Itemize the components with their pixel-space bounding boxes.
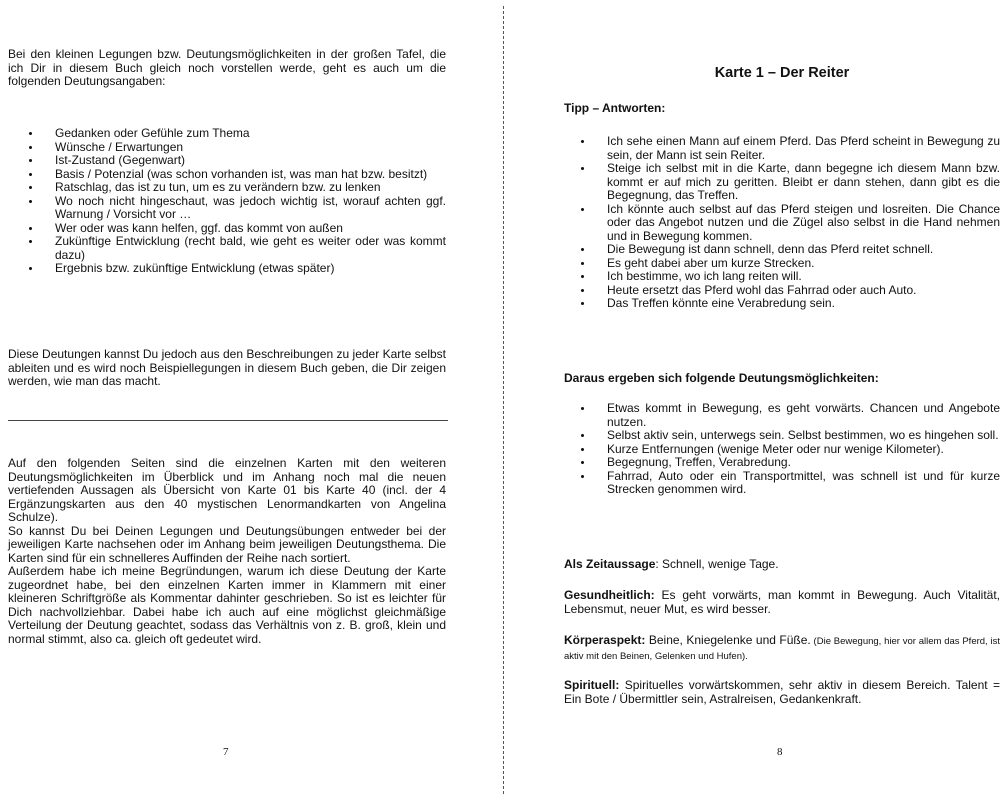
deutung-list: [564, 402, 1000, 497]
spirituell-label: Spirituell:: [564, 678, 620, 692]
list-item: • Ich könnte auch selbst auf das Pferd steigen und losreiten. Die Chance oder das Angebot nutzen und die Zügel also selbst in die Hand nehmen und in Bewegung kommen.: [594, 203, 1000, 244]
list-item: • Ich sehe einen Mann auf einem Pferd. Das Pferd scheint in Bewegung zu sein, der Mann ist sein Reiter.: [594, 135, 1000, 162]
list-item: • Ergebnis bzw. zukünftige Entwicklung (etwas später): [42, 262, 446, 276]
page-number-right: 8: [777, 746, 783, 758]
right-page: [564, 0, 1000, 800]
gesundheit-label: Gesundheitlich:: [564, 588, 655, 602]
zeitaussage-paragraph: [564, 558, 1000, 572]
deutung-heading: Daraus ergeben sich folgende Deutungsmöglichkeiten:: [564, 371, 879, 385]
card-title: Karte 1 – Der Reiter: [714, 65, 850, 81]
tipp-list: [564, 135, 1000, 311]
page-number-left: 7: [223, 746, 229, 758]
list-item: • Zukünftige Entwicklung (recht bald, wie geht es weiter oder was kommt dazu): [42, 235, 446, 262]
list-item: • Ich bestimme, wo ich lang reiten will.: [594, 270, 1000, 284]
list-item: • Kurze Entfernungen (wenige Meter oder nur wenige Kilometer).: [594, 443, 1000, 457]
list-item: • Basis / Potenzial (was schon vorhanden ist, was man hat bzw. besitzt): [42, 168, 446, 182]
list-item: • Begegnung, Treffen, Verabredung.: [594, 456, 1000, 470]
list-item: • Wer oder was kann helfen, ggf. das kommt von außen: [42, 222, 446, 236]
spirituell-paragraph: [564, 679, 1000, 706]
zeitaussage-text: : Schnell, wenige Tage.: [655, 557, 779, 571]
list-item: • Wo noch nicht hingeschaut, was jedoch wichtig ist, worauf achten ggf. Warnung / Vorsicht vor …: [42, 195, 446, 222]
list-item: • Ratschlag, das ist zu tun, um es zu verändern bzw. zu lenken: [42, 181, 446, 195]
koerperaspekt-paragraph: [564, 634, 1000, 663]
usage-paragraph: So kannst Du bei Deinen Legungen und Deutungsübungen entweder bei der jeweiligen Karte nachsehen oder im Anhang beim jeweiligen Deutungsthema. Die Karten sind für ein schnelleres Auffinden der Reihe nach sortiert.: [8, 523, 446, 565]
list-item: • Heute ersetzt das Pferd wohl das Fahrrad oder auch Auto.: [594, 284, 1000, 298]
list-item: • Wünsche / Erwartungen: [42, 141, 446, 155]
reasoning-paragraph: Außerdem habe ich meine Begründungen, warum ich diese Deutung der Karte zugeordnet habe, bei den einzelnen Karten immer in Klammern mit einer kleineren Schriftgröße als Kommentar dahinter geschrieben. So ist es leichter für Dich nachvollziehbar. Dabei habe ich auch auf eine möglichst gleichmäßige Verteilung der Deutung geachtet, sodass das Verhältnis von z. B. groß, klein und normal stimmt, also ca. gleich oft gedeutet wird.: [8, 564, 446, 646]
list-item: • Etwas kommt in Bewegung, es geht vorwärts. Chancen und Angebote nutzen.: [594, 402, 1000, 429]
list-item: • Gedanken oder Gefühle zum Thema: [42, 127, 446, 141]
deutungsangaben-list: [8, 127, 446, 276]
spirituell-text: Spirituelles vorwärtskommen, sehr aktiv in diesem Bereich. Talent = Ein Bote / Übermittler sein, Astralreisen, Gedankenkraft.: [564, 678, 1000, 706]
tipp-heading: Tipp – Antworten:: [564, 101, 666, 115]
koerperaspekt-text: Beine, Kniegelenke und Füße.: [645, 633, 811, 647]
list-item: • Selbst aktiv sein, unterwegs sein. Selbst bestimmen, wo es hingehen soll.: [594, 429, 1000, 443]
left-page: [8, 0, 446, 800]
intro-paragraph: Bei den kleinen Legungen bzw. Deutungsmöglichkeiten in der großen Tafel, die ich Dir in diesem Buch gleich noch vorstellen werde, geht es auch um die folgenden Deutungsangaben:: [8, 47, 446, 88]
gesundheit-paragraph: [564, 589, 1000, 616]
list-item: • Fahrrad, Auto oder ein Transportmittel, was schnell ist und für kurze Strecken genommen wird.: [594, 470, 1000, 497]
overview-paragraph: Auf den folgenden Seiten sind die einzelnen Karten mit den weiteren Deutungsmöglichkeiten im Überblick und im Anhang noch mal die neuen vertiefenden Aussagen als Übersicht von Karte 01 bis Karte 40 (incl. der 4 Ergänzungskarten aus den 40 mystischen Lenormandkarten von Angelina Schulze).: [8, 456, 446, 524]
list-item: • Es geht dabei aber um kurze Strecken.: [594, 257, 1000, 271]
koerperaspekt-label: Körperaspekt:: [564, 633, 646, 647]
gesundheit-text: Es geht vorwärts, man kommt in Bewegung. Auch Vitalität, Lebensmut, neuer Mut, es wird besser.: [564, 588, 1000, 616]
overview-text-block: [8, 457, 446, 646]
zeitaussage-label: Als Zeitaussage: [564, 557, 656, 571]
list-item: • Das Treffen könnte eine Verabredung sein.: [594, 297, 1000, 311]
list-item: • Ist-Zustand (Gegenwart): [42, 154, 446, 168]
note-paragraph: Diese Deutungen kannst Du jedoch aus den Beschreibungen zu jeder Karte selbst ableiten und es wird noch Beispiellegungen in diesem Buch geben, die Dir zeigen werden, wie man das macht.: [8, 347, 446, 388]
page-gutter-divider: [503, 6, 504, 794]
list-item: • Steige ich selbst mit in die Karte, dann begegne ich diesem Mann bzw. kommt er auf mich zu geritten. Bleibt er dann stehen, dann gibt es die Begegnung, das Treffen.: [594, 162, 1000, 203]
list-item: • Die Bewegung ist dann schnell, denn das Pferd reitet schnell.: [594, 243, 1000, 257]
koerperaspekt-comment: (Die Bewegung, hier vor allem das Pferd, ist aktiv mit den Beinen, Gelenken und Hufen).: [564, 636, 1000, 662]
